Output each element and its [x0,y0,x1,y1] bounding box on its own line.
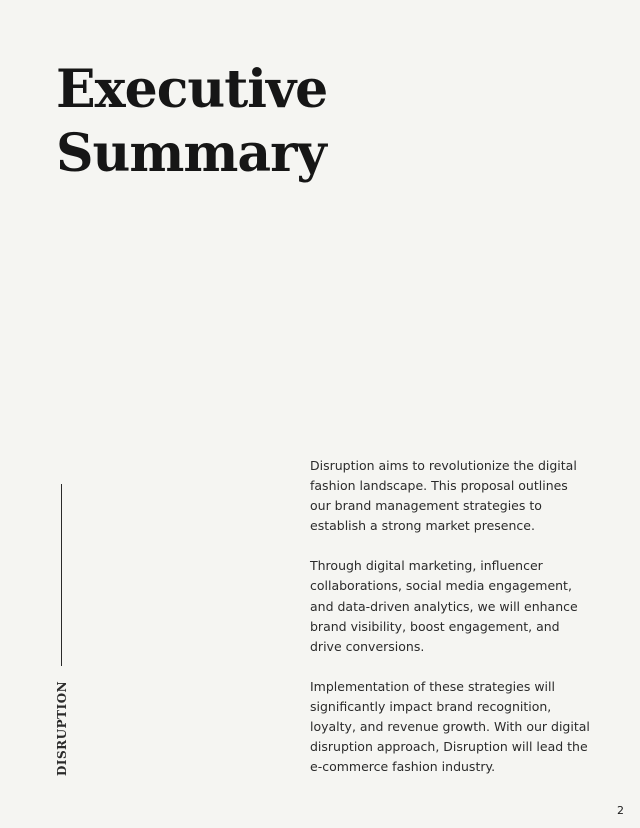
page-title-line-1: Executive [56,59,328,120]
vertical-divider-line [61,484,62,666]
brand-vertical-label: DISRUPTION [55,680,69,776]
summary-paragraph-3: Implementation of these strategies will significantly impact brand recognition, loyalty, and revenue growth. With our digital disruption approach, Disruption will lead the e-commerce fashion industry. [310,678,590,775]
summary-body [310,456,592,797]
summary-paragraph-2: Through digital marketing, influencer collaborations, social media engagement, and data-driven analytics, we will enhance brand visibility, boost engagement, and drive conversions. [310,558,578,654]
page-number: 2 [617,804,624,817]
page-title-line-2: Summary [56,123,326,184]
summary-paragraph-1: Disruption aims to revolutionize the digital fashion landscape. This proposal outlines our brand management strategies to establish a strong market presence. [310,458,577,534]
page-title [56,58,327,186]
